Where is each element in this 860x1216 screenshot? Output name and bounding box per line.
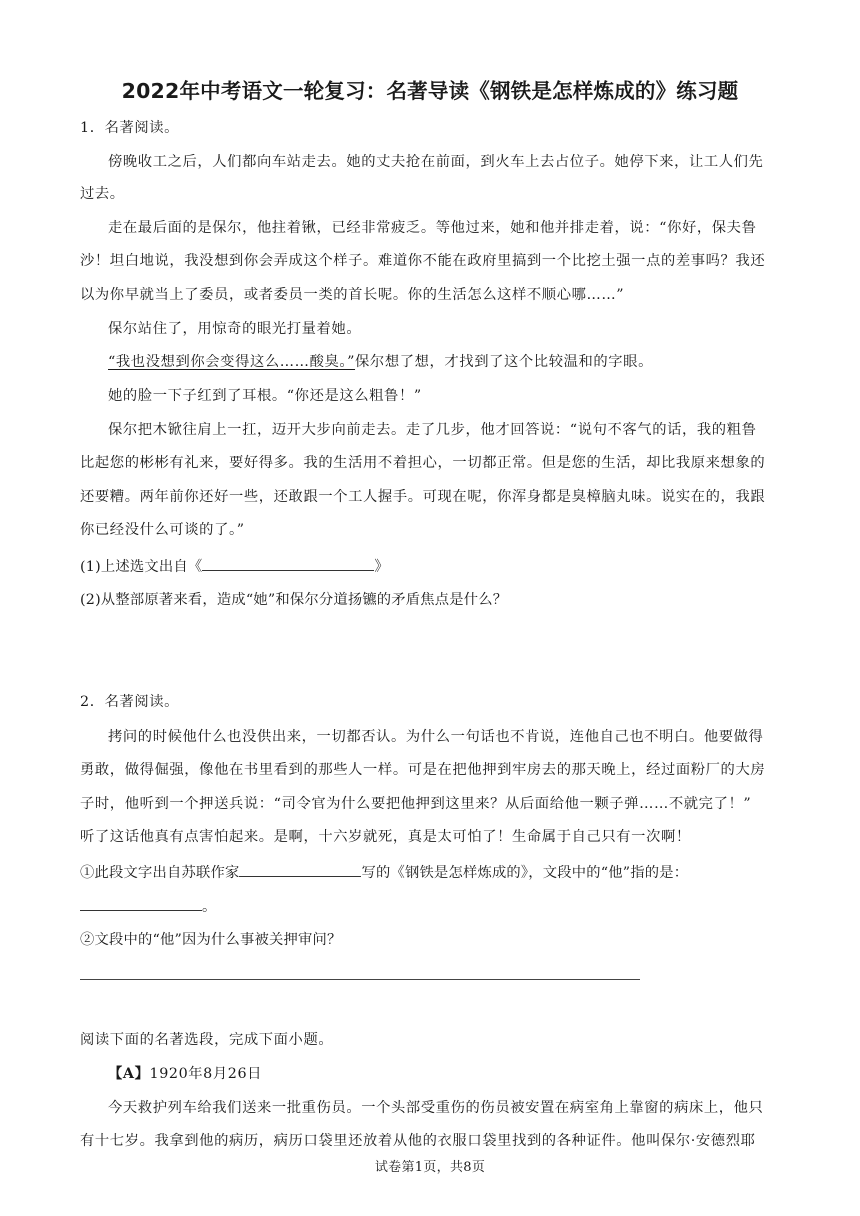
q1-passage-line: 走在最后面的是保尔，他拄着锹，已经非常疲乏。等他过来，她和他并排走着，说：“你好，保夫鲁 (108, 220, 757, 236)
q1-passage-line: 还要糟。两年前你还好一些，还敢跟一个工人握手。可现在呢，你浑身都是臭樟脑丸味。说实在的，我跟 (80, 489, 766, 505)
q3-passage-line: 今天救护列车给我们送来一批重伤员。一个头部受重伤的伤员被安置在病室角上靠窗的病床上，他只 (108, 1100, 764, 1116)
q2-heading: 2．名著阅读。 (80, 694, 180, 710)
q3-intro: 阅读下面的名著选段，完成下面小题。 (80, 1032, 334, 1048)
q1-passage-line: 过去。 (80, 186, 125, 202)
q3-passage-line: 有十七岁。我拿到他的病历，病历口袋里还放着从他的衣服口袋里找到的各种证件。他叫保尔·安德烈耶 (80, 1133, 756, 1149)
q1-passage-line: 你已经没什么可谈的了。” (80, 522, 245, 538)
answer-line[interactable] (80, 979, 640, 980)
q1-sub1-suffix: 》 (374, 559, 389, 575)
q1-sub1 (80, 556, 780, 577)
answer-blank-book-title[interactable] (202, 556, 374, 571)
q1-sub1-prefix: (1)上述选文出自《 (80, 559, 203, 575)
q2-passage-line: 听了这话他真有点害怕起来。是啊，十六岁就死，真是太可怕了！生命属于自己只有一次啊！ (80, 829, 691, 845)
q1-passage-line: 保尔把木锨往肩上一扛，迈开大步向前走去。走了几步，他才回答说：“说句不客气的话，我的粗鲁 (108, 422, 757, 438)
q2-sub1-end: 。 (202, 899, 217, 915)
q1-passage-line (108, 352, 780, 372)
page-footer: 试卷第1页，共8页 (374, 1160, 486, 1175)
answer-blank-author[interactable] (239, 862, 361, 877)
q1-passage-line: 以为你早就当上了委员，或者委员一类的首长呢。你的生活怎么这样不顺心哪……” (80, 287, 625, 303)
q1-passage-line: 傍晚收工之后，人们都向车站走去。她的丈夫抢在前面，到火车上去占位子。她停下来，让工人们先 (108, 154, 764, 170)
answer-blank-he[interactable] (80, 896, 202, 911)
q1-passage-line: 比起您的彬彬有礼来，要好得多。我的生活用不着担心，一切都正常。但是您的生活，却比我原来想象的 (80, 455, 766, 471)
q1-passage-line: 保尔站住了，用惊奇的眼光打量着她。 (108, 321, 362, 337)
diary-date: 1920年8月26日 (149, 1066, 263, 1082)
q2-passage-line: 子时，他听到一个押送兵说：“司令官为什么要把他押到这里来？从后面给他一颗子弹……不就完了！” (80, 796, 752, 812)
q2-passage-line: 勇敢，做得倔强，像他在书里看到的那些人一样。可是在把他押到牢房去的那天晚上，经过面粉厂的大房 (80, 762, 766, 778)
q3-section-a (108, 1064, 780, 1084)
q1-passage-text: 保尔想了想，才找到了这个比较温和的字眼。 (355, 354, 653, 370)
q1-passage-line: 她的脸一下子红到了耳根。“你还是这么粗鲁！” (108, 388, 422, 404)
q2-sub2: ②文段中的“他”因为什么事被关押审问？ (80, 932, 342, 948)
q2-sub1 (80, 862, 780, 883)
q1-heading: 1．名著阅读。 (80, 120, 180, 136)
q2-sub1-prefix: ①此段文字出自苏联作家 (80, 865, 240, 881)
q2-passage-line: 拷问的时候他什么也没供出来，一切都否认。为什么一句话也不肯说，连他自己也不明白。他要做得 (108, 729, 764, 745)
q2-sub1-continued (80, 896, 780, 917)
underlined-quote: “我也没想到你会变得这么……酸臭。” (108, 354, 356, 370)
q2-sub1-mid: 写的《钢铁是怎样炼成的》，文段中的“他”指的是： (361, 865, 689, 881)
q1-passage-line: 沙！坦白地说，我没想到你会弄成这个样子。难道你不能在政府里搞到一个比挖土强一点的差事吗？我还 (80, 253, 766, 269)
section-a-tag: 【A】 (108, 1066, 150, 1082)
page-title: 2022年中考语文一轮复习：名著导读《钢铁是怎样炼成的》练习题 (121, 79, 739, 103)
q1-sub2: (2)从整部原著来看，造成“她”和保尔分道扬镳的矛盾焦点是什么？ (80, 592, 508, 608)
